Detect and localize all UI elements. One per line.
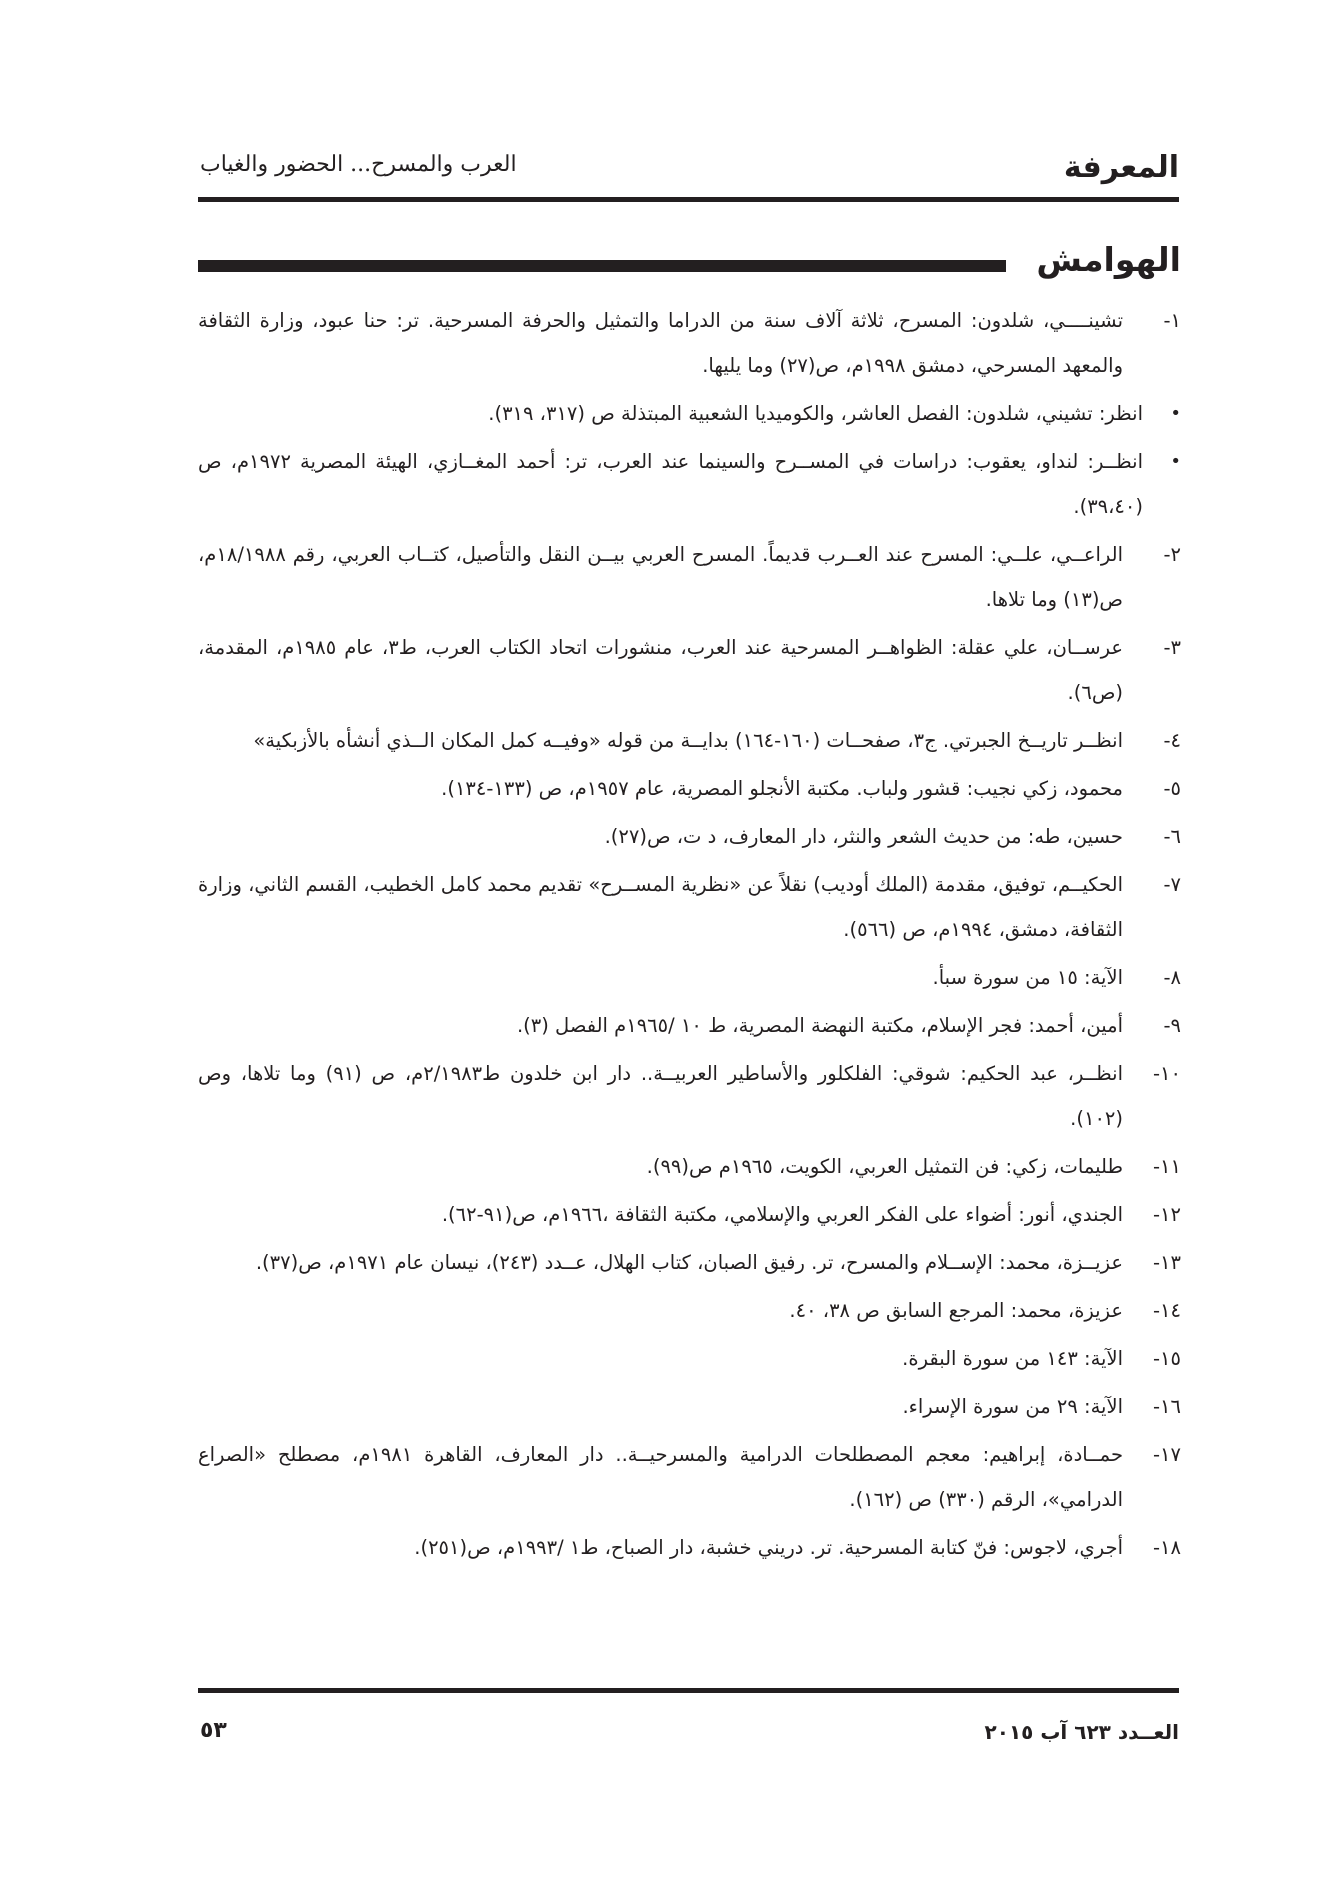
- page-number: ٥٣: [200, 1718, 227, 1743]
- footnote-item: [198, 1384, 1181, 1429]
- footnote-text: طليمات، زكي: فن التمثيل العربي، الكويت، ١٩٦٥م ص(٩٩).: [646, 1155, 1123, 1178]
- footnote-number: ١٢-: [1153, 1203, 1181, 1226]
- footnote-number: ١٥-: [1153, 1347, 1181, 1370]
- footnote-text: عرســان، علي عقلة: الظواهــر المسرحية عند العرب، منشورات اتحاد الكتاب العرب، ط٣، عام ١٩٨٥م، المقدمة، (ص٦).: [198, 636, 1124, 704]
- footnote-item: [198, 814, 1181, 859]
- footnote-text: انظــر تاريــخ الجبرتي. ج٣، صفحــات (١٦٠-١٦٤) بدايــة من قوله «وفيــه كمل المكان الــذي أنشأه بالأزبكية»: [253, 729, 1123, 752]
- running-title: العرب والمسرح... الحضور والغياب: [200, 152, 517, 177]
- footnote-item: [198, 718, 1181, 763]
- footnote-text: الراعــي، علــي: المسرح عند العــرب قديماً. المسرح العربي بيــن النقل والتأصيل، كتــاب العربي، رقم ١٨/١٩٨٨م، ص(١٣) وما تلاها.: [198, 543, 1123, 611]
- bullet-marker: •: [1170, 403, 1181, 424]
- footnote-number: ٥-: [1163, 777, 1181, 800]
- section-heading: [198, 240, 1181, 290]
- footnote-text: حمــادة، إبراهيم: معجم المصطلحات الدرامية والمسرحيــة.. دار المعارف، القاهرة ١٩٨١م، مصطلح «الصراع الدرامي»، الرقم (٣٣٠) ص (١٦٢).: [198, 1443, 1124, 1511]
- section-title: الهوامش: [1036, 240, 1181, 279]
- magazine-logo: المعرفة: [1063, 150, 1179, 185]
- footnote-number: ٧-: [1163, 873, 1181, 896]
- footnote-text: عزيــزة، محمد: الإســلام والمسرح، تر. رفيق الصبان، كتاب الهلال، عــدد (٢٤٣)، نيسان عام ١٩٧١م، ص(٣٧).: [255, 1251, 1123, 1274]
- footnote-text: محمود، زكي نجيب: قشور ولباب. مكتبة الأنجلو المصرية، عام ١٩٥٧م، ص (١٣٣-١٣٤).: [441, 777, 1123, 800]
- footnote-item: [198, 766, 1181, 811]
- footer-divider: [198, 1688, 1179, 1693]
- footnote-text: حسين، طه: من حديث الشعر والنثر، دار المعارف، د ت، ص(٢٧).: [604, 825, 1123, 848]
- footnote-item: [198, 298, 1181, 388]
- footnote-number: ٦-: [1163, 825, 1181, 848]
- footnote-number: ٢-: [1163, 543, 1181, 566]
- footnote-item: [198, 1192, 1181, 1237]
- issue-info: العــدد ٦٢٣ آب ٢٠١٥: [984, 1720, 1179, 1744]
- footnote-item: [198, 1003, 1181, 1048]
- footnotes-list: [198, 298, 1181, 1573]
- footnote-number: ٨-: [1163, 966, 1181, 989]
- footnote-number: ١٠-: [1153, 1062, 1181, 1085]
- footnote-item: [198, 1432, 1181, 1522]
- footnote-text: الآية: ١٥ من سورة سبأ.: [932, 966, 1123, 989]
- footnote-text: عزيزة، محمد: المرجع السابق ص ٣٨، ٤٠.: [789, 1299, 1123, 1322]
- footnote-number: ١٨-: [1153, 1536, 1181, 1559]
- footnote-text: الجندي، أنور: أضواء على الفكر العربي والإسلامي، مكتبة الثقافة ،١٩٦٦م، ص(٩١-٦٢).: [441, 1203, 1123, 1226]
- footnote-item: [198, 1288, 1181, 1333]
- footnote-item: [198, 862, 1181, 952]
- footnote-bullet-item: [198, 439, 1181, 529]
- footnote-text: الآية: ١٤٣ من سورة البقرة.: [902, 1347, 1123, 1370]
- footnote-bullet-item: [198, 391, 1181, 436]
- footnote-item: [198, 1144, 1181, 1189]
- footnote-number: ٤-: [1163, 729, 1181, 752]
- footnote-text: تشينــــي، شلدون: المسرح، ثلاثة آلاف سنة من الدراما والتمثيل والحرفة المسرحية. تر: حنا عبود، وزارة الثقافة والمعهد المسرحي، دمشق ١٩٩٨م، ص(٢٧) وما يليها.: [198, 309, 1123, 377]
- footnote-text: أمين، أحمد: فجر الإسلام، مكتبة النهضة المصرية، ط ١٠ /١٩٦٥م الفصل (٣).: [516, 1014, 1123, 1037]
- footnote-text: انظر: تشيني، شلدون: الفصل العاشر، والكوميديا الشعبية المبتذلة ص (٣١٧، ٣١٩).: [488, 402, 1143, 425]
- footnote-number: ٣-: [1163, 636, 1181, 659]
- footnote-text: الآية: ٢٩ من سورة الإسراء.: [902, 1395, 1123, 1418]
- footnote-number: ١٤-: [1153, 1299, 1181, 1322]
- footnote-text: انظــر، عبد الحكيم: شوقي: الفلكلور والأساطير العربيــة.. دار ابن خلدون ط٢/١٩٨٣م، ص (٩١) وما تلاها، وص (١٠٢).: [198, 1062, 1123, 1130]
- footnote-item: [198, 1051, 1181, 1141]
- footnote-item: [198, 625, 1181, 715]
- footnote-number: ١-: [1163, 309, 1181, 332]
- footnote-number: ١١-: [1153, 1155, 1181, 1178]
- footnote-item: [198, 1525, 1181, 1570]
- header-divider: [198, 197, 1179, 202]
- footnote-text: انظــر: لنداو، يعقوب: دراسات في المســرح والسينما عند العرب، تر: أحمد المغــازي، الهيئة المصرية ١٩٧٢م، ص (٣٩،٤٠).: [198, 450, 1143, 518]
- footnote-item: [198, 955, 1181, 1000]
- footnote-text: أجري، لاجوس: فنّ كتابة المسرحية. تر. دريني خشبة، دار الصباح، ط١ /١٩٩٣م، ص(٢٥١).: [414, 1536, 1123, 1559]
- footnote-number: ٩-: [1163, 1014, 1181, 1037]
- footnote-item: [198, 532, 1181, 622]
- footnote-number: ١٧-: [1153, 1443, 1181, 1466]
- footnote-item: [198, 1240, 1181, 1285]
- footnote-text: الحكيــم، توفيق، مقدمة (الملك أوديب) نقلاً عن «نظرية المســرح» تقديم محمد كامل الخطيب، القسم الثاني، وزارة الثقافة، دمشق، ١٩٩٤م، ص (٥٦٦).: [198, 873, 1123, 941]
- footnote-number: ١٦-: [1153, 1395, 1181, 1418]
- footnote-number: ١٣-: [1153, 1251, 1181, 1274]
- footnote-item: [198, 1336, 1181, 1381]
- bullet-marker: •: [1170, 451, 1181, 472]
- section-title-rule: [198, 260, 1006, 272]
